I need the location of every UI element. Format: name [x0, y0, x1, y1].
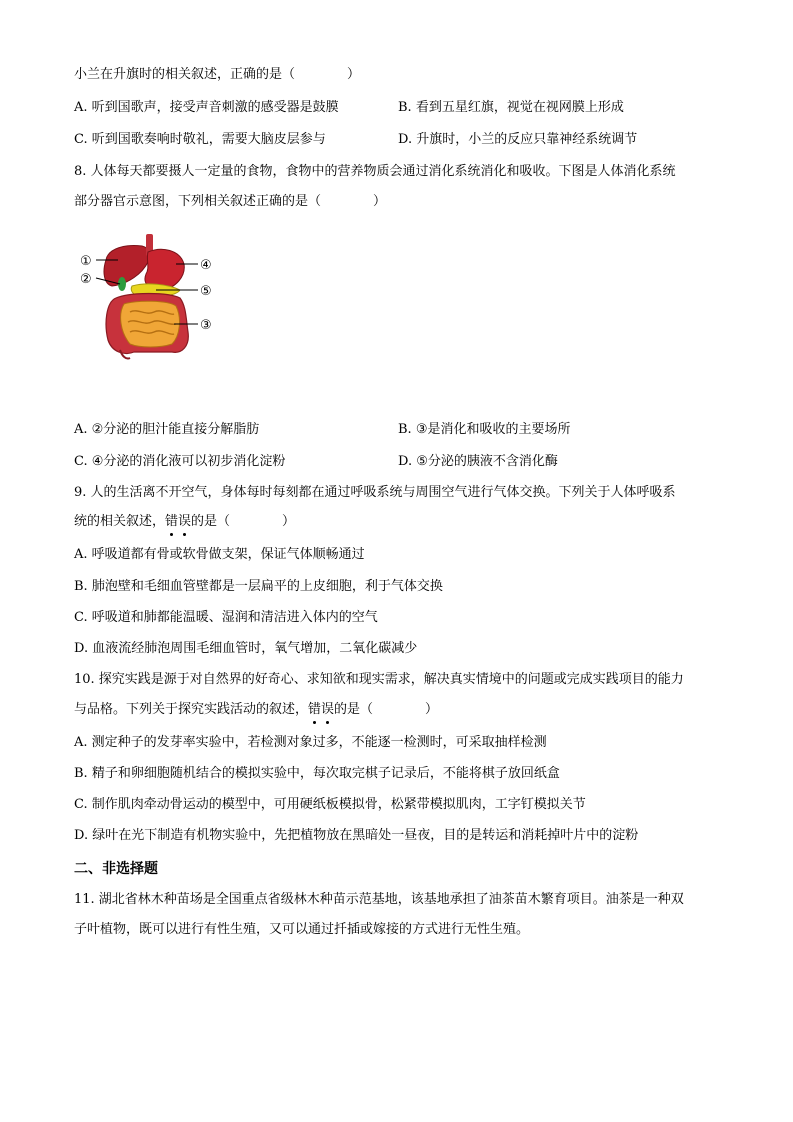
option-d: D. 升旗时，小兰的反应只靠神经系统调节: [398, 132, 638, 147]
option-a: A. 测定种子的发芽率实验中，若检测对象过多，不能逐一检测时，可采取抽样检测: [74, 735, 547, 750]
option-b: B. ③是消化和吸收的主要场所: [398, 422, 571, 437]
question-11-stem-line-2: 子叶植物，既可以进行有性生殖，又可以通过扦插或嫁接的方式进行无性生殖。: [74, 922, 530, 937]
emphasis-char: 错: [165, 514, 179, 529]
digestive-system-figure: [76, 228, 226, 363]
option-c: C. 制作肌肉牵动骨运动的模型中，可用硬纸板模拟骨，松紧带模拟肌肉，工字钉模拟关节: [74, 797, 586, 812]
question-8-stem-line-1: 8. 人体每天都要摄人一定量的食物，食物中的营养物质会通过消化系统消化和吸收。下图是人体消化系统: [74, 164, 676, 179]
label-3: ③: [200, 318, 212, 333]
question-11-stem-line-1: 11. 湖北省林木种苗场是全国重点省级林木种苗示范基地，该基地承担了油茶苗木繁育项目。油茶是一种双: [74, 892, 684, 907]
emphasis-char: 错: [308, 702, 322, 717]
question-stem-line: 小兰在升旗时的相关叙述，正确的是（ ）: [74, 67, 361, 82]
label-2: ②: [80, 272, 92, 287]
option-c: C. 听到国歌奏响时敬礼，需要大脑皮层参与: [74, 132, 326, 147]
option-a: A. ②分泌的胆汁能直接分解脂肪: [74, 422, 260, 437]
emphasis-char: 误: [178, 514, 192, 529]
question-8-stem-line-2: 部分器官示意图，下列相关叙述正确的是（ ）: [74, 194, 387, 209]
option-d: D. 血液流经肺泡周围毛细血管时，氧气增加，二氧化碳减少: [74, 641, 418, 656]
emphasis-char: 误: [321, 702, 335, 717]
option-d: D. ⑤分泌的胰液不含消化酶: [398, 454, 558, 469]
question-10-stem-line-1: 10. 探究实践是源于对自然界的好奇心、求知欲和现实需求，解决真实情境中的问题或完成实践项目的能力: [74, 672, 684, 687]
option-a: A. 听到国歌声，接受声音刺激的感受器是鼓膜: [74, 100, 339, 115]
label-5: ⑤: [200, 284, 212, 299]
label-4: ④: [200, 258, 212, 273]
question-9-stem-line-1: 9. 人的生活离不开空气，身体每时每刻都在通过呼吸系统与周围空气进行气体交换。下列关于人体呼吸系: [74, 485, 676, 500]
question-10-stem-line-2: 与品格。下列关于探究实践活动的叙述，错误的是（ ）: [74, 702, 439, 717]
question-9-stem-line-2: 统的相关叙述，错误的是（ ）: [74, 514, 296, 529]
option-d: D. 绿叶在光下制造有机物实验中，先把植物放在黑暗处一昼夜，目的是转运和消耗掉叶片中的淀粉: [74, 828, 639, 843]
option-c: C. ④分泌的消化液可以初步消化淀粉: [74, 454, 286, 469]
option-c: C. 呼吸道和肺都能温暖、湿润和清洁进入体内的空气: [74, 610, 378, 625]
label-1: ①: [80, 254, 92, 269]
digestive-system-illustration: [76, 228, 226, 363]
option-b: B. 精子和卵细胞随机结合的模拟实验中，每次取完棋子记录后，不能将棋子放回纸盒: [74, 766, 560, 781]
option-a: A. 呼吸道都有骨或软骨做支架，保证气体顺畅通过: [74, 547, 365, 562]
section-title: 二、非选择题: [74, 861, 158, 877]
option-b: B. 肺泡壁和毛细血管壁都是一层扁平的上皮细胞，利于气体交换: [74, 579, 443, 594]
option-b: B. 看到五星红旗，视觉在视网膜上形成: [398, 100, 624, 115]
